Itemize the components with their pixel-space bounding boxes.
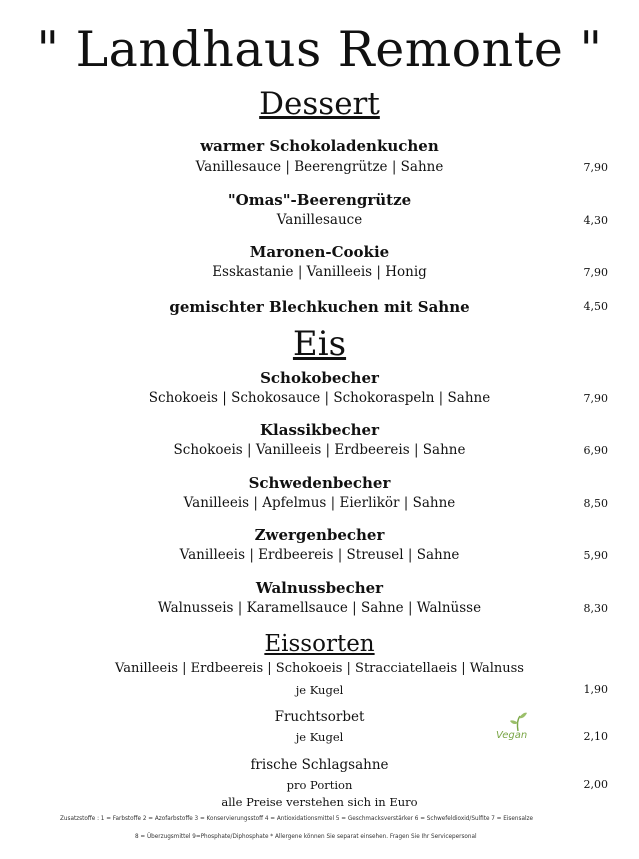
item-description: Walnusseis | Karamellsauce | Sahne | Walnüsse — [157, 600, 482, 616]
item-name: Walnussbecher — [255, 579, 384, 597]
vegan-label: Vegan — [496, 730, 528, 741]
item-price: 2,00 — [583, 778, 608, 791]
section-eis: Eis — [292, 324, 347, 364]
currency-note: alle Preise verstehen sich in Euro — [221, 795, 418, 809]
item-description: Vanillesauce — [276, 212, 363, 228]
item-name: Schwedenbecher — [248, 474, 391, 492]
unit-label: je Kugel — [295, 683, 344, 697]
item-name: Maronen-Cookie — [249, 243, 390, 261]
item-price: 6,90 — [583, 444, 608, 457]
item-price: 2,10 — [583, 730, 608, 743]
unit-label: pro Portion — [286, 778, 353, 792]
item-price: 8,50 — [583, 497, 608, 510]
vegan-leaf-icon — [508, 710, 528, 732]
item-name: Fruchtsorbet — [274, 709, 365, 725]
item-name: frische Schlagsahne — [250, 757, 389, 773]
item-price: 7,90 — [583, 392, 608, 405]
restaurant-title: " Landhaus Remonte " — [36, 21, 603, 78]
item-price: 1,90 — [583, 683, 608, 696]
item-description: Vanillesauce | Beerengrütze | Sahne — [195, 159, 444, 175]
flavour-list: Vanilleeis | Erdbeereis | Schokoeis | Stracciatellaeis | Walnuss — [115, 661, 524, 676]
section-dessert: Dessert — [259, 86, 380, 122]
item-price: 7,90 — [583, 266, 608, 279]
item-name: warmer Schokoladenkuchen — [200, 137, 439, 155]
item-name: Klassikbecher — [260, 421, 379, 439]
item-name: "Omas"-Beerengrütze — [227, 191, 412, 209]
item-name: Schokobecher — [260, 369, 379, 387]
item-description: Vanilleeis | Erdbeereis | Streusel | Sahne — [179, 547, 460, 563]
item-price: 8,30 — [583, 602, 608, 615]
item-name: Zwergenbecher — [254, 526, 385, 544]
additives-footnote: Zusatzstoffe : 1 = Farbstoffe 2 = Azofarbstoffe 3 = Konservierungsstoff 4 = Antioxidationsmittel 5 = Geschmacksverstärker 6 = Schwefeldioxid/Sulfite 7 = Eisensalze — [60, 816, 534, 822]
vegan-badge — [494, 710, 540, 746]
item-name: gemischter Blechkuchen mit Sahne — [169, 298, 470, 316]
item-price: 4,50 — [583, 300, 608, 313]
item-description: Esskastanie | Vanilleeis | Honig — [212, 264, 427, 280]
section-eissorten: Eissorten — [264, 631, 375, 657]
item-price: 7,90 — [583, 161, 608, 174]
item-description: Schokoeis | Schokosauce | Schokoraspeln | Sahne — [148, 390, 491, 406]
unit-label: je Kugel — [295, 730, 344, 744]
allergen-footnote: 8 = Überzugsmittel 9=Phosphate/Diphosphate * Allergene können Sie separat einsehen. Fragen Sie Ihr Servicepersonal — [135, 834, 477, 840]
item-description: Vanilleeis | Apfelmus | Eierlikör | Sahne — [183, 495, 456, 511]
item-price: 4,30 — [583, 214, 608, 227]
item-description: Schokoeis | Vanilleeis | Erdbeereis | Sahne — [173, 442, 466, 458]
item-price: 5,90 — [583, 549, 608, 562]
